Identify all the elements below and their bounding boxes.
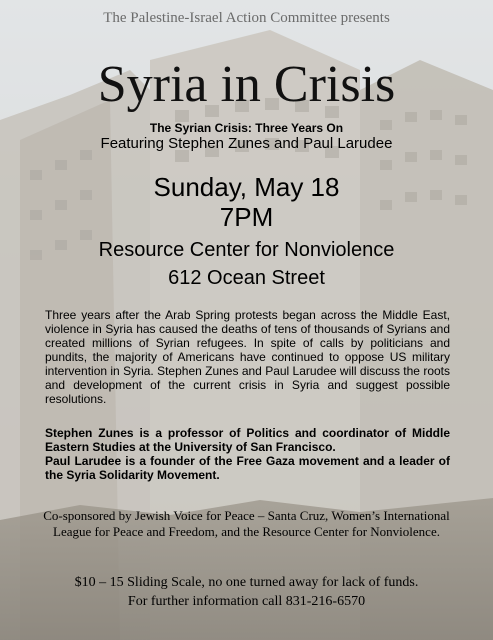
bio-stephen-zunes: Stephen Zunes is a professor of Politics and coordinator of Middle Eastern Studies at the University of San Francisco. [45,426,450,454]
event-venue: Resource Center for Nonviolence [98,239,395,261]
featuring-line: Featuring Stephen Zunes and Paul Larudee [100,135,393,152]
contact-line: For further information call 831-216-6570 [127,594,366,609]
poster-title: Syria in Crisis [97,56,396,113]
event-date: Sunday, May 18 [153,172,340,202]
event-address: 612 Ocean Street [168,267,325,289]
presenter-line: The Palestine-Israel Action Committee presents [103,10,390,26]
event-time: 7PM [219,202,274,232]
cosponsors-text: Co-sponsored by Jewish Voice for Peace – Santa Cruz, Women’s International League for Peace and Freedom, and the Resource Center for Nonviolence. [43,508,450,539]
event-subtitle: The Syrian Crisis: Three Years On [149,121,344,135]
intro-paragraph: Three years after the Arab Spring protests began across the Middle East, violence in Syria has caused the deaths of tens of thousands of Syrians and created millions of Syrian refugees. In spite of calls by politicians and pundits, the majority of Americans have continued to oppose US military intervention in Syria. Stephen Zunes and Paul Larudee will discuss the roots and development of the current crisis in Syria and suggest possible resolutions. [45,308,450,406]
price-line: $10 – 15 Sliding Scale, no one turned away for lack of funds. [74,575,419,590]
bio-paul-larudee: Paul Larudee is a founder of the Free Gaza movement and a leader of the Syria Solidarity Movement. [45,454,450,482]
